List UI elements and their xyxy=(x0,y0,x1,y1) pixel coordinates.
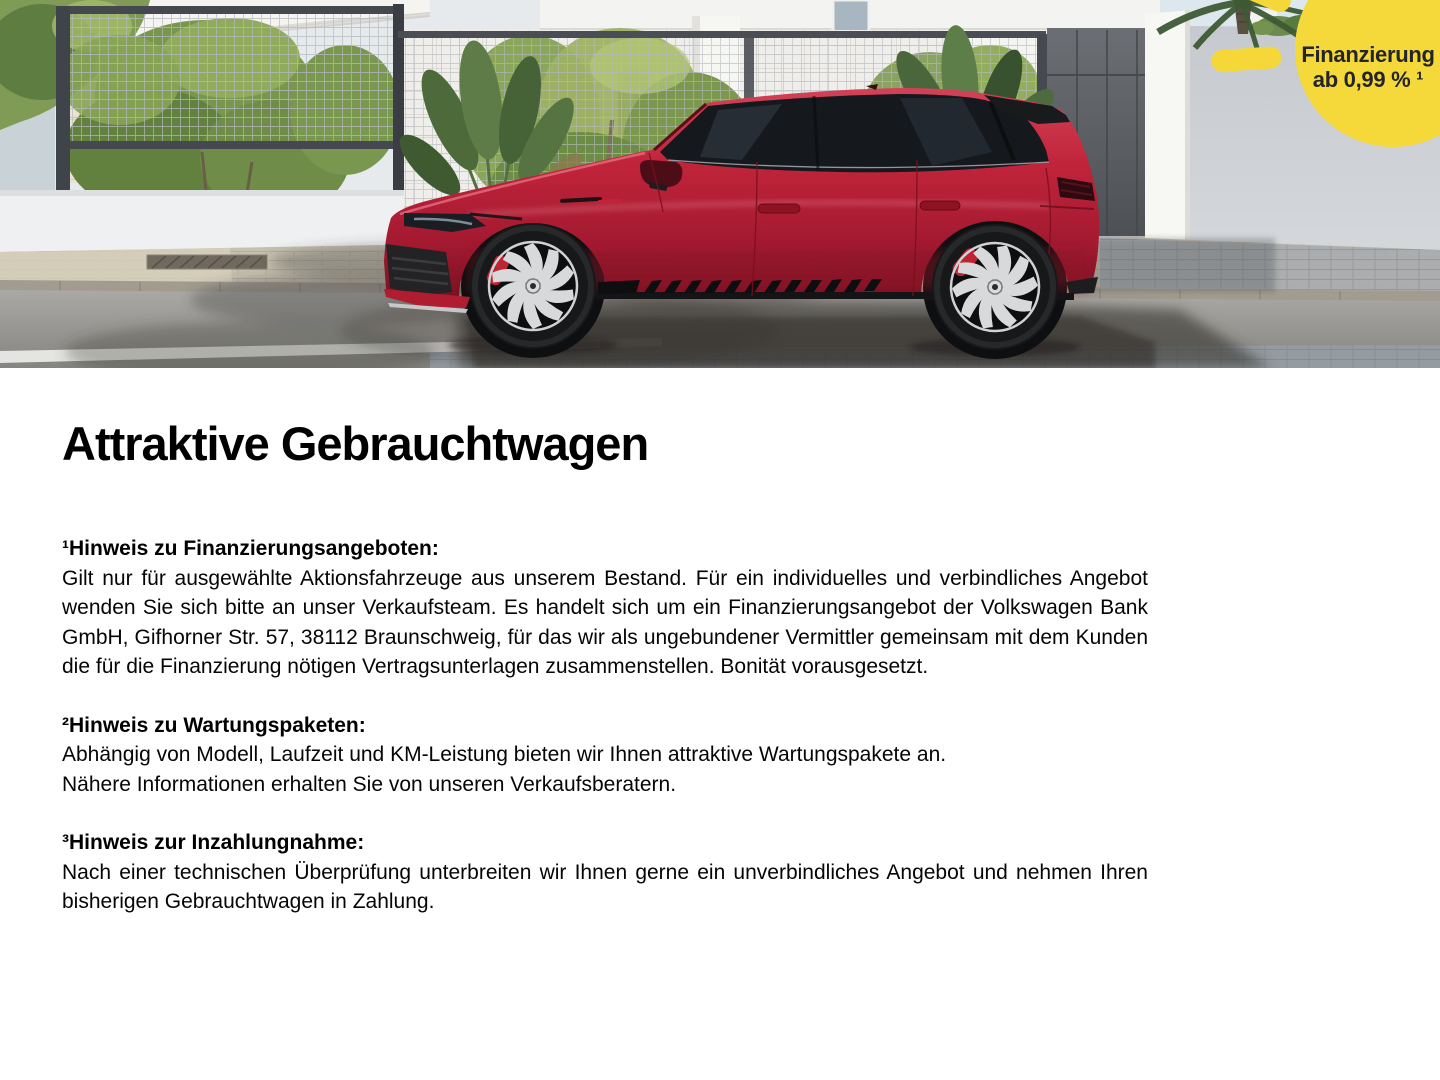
section-title: ³Hinweis zur Inzahlungnahme: xyxy=(62,831,365,854)
content-area xyxy=(0,418,1148,917)
sun-badge-line1: Finanzierung xyxy=(1301,42,1435,67)
sun-badge-line2: ab 0,99 % ¹ xyxy=(1312,67,1424,92)
section-body: Gilt nur für ausgewählte Aktionsfahrzeuge aus unserem Bestand. Für ein individuelles und verbindliches Angebot wenden Sie sich bitte an unser Verkaufsteam. Es handelt sich um ein Finanzierungsangebot der Volkswagen Bank GmbH, Gifhorner Str. 57, 38112 Braunschweig, für das wir als ungebundener Vermittler gemeinsam mit dem Kunden die für die Finanzierung nötigen Vertragsunterlagen zusammenstellen. Bonität vorausgesetzt. xyxy=(62,566,1148,678)
section-maintenance-note xyxy=(62,711,1148,800)
page-title: Attraktive Gebrauchtwagen xyxy=(62,417,649,470)
door-handle-front xyxy=(758,204,800,213)
section-line: Abhängig von Modell, Laufzeit und KM-Leistung bieten wir Ihnen attraktive Wartungspakete an. xyxy=(62,743,947,766)
hero-photo xyxy=(0,0,1440,368)
door-handle-rear xyxy=(920,201,960,210)
section-body xyxy=(62,740,1148,799)
front-wheel xyxy=(470,223,596,349)
garden-wall xyxy=(0,190,404,252)
section-line: Nähere Informationen erhalten Sie von unseren Verkaufsberatern. xyxy=(62,772,677,796)
section-tradein-note xyxy=(62,828,1148,917)
section-title: ¹Hinweis zu Finanzierungsangeboten: xyxy=(62,537,439,560)
sun-badge xyxy=(1296,42,1440,92)
white-pillar xyxy=(1145,10,1190,243)
street-scene-illustration xyxy=(0,0,1440,368)
section-financing-note xyxy=(62,534,1148,682)
section-body: Nach einer technischen Überprüfung unterbreiten wir Ihnen gerne ein unverbindliches Angebot und nehmen Ihren bisherigen Gebrauchtwagen in Zahlung. xyxy=(62,860,1148,913)
section-title: ²Hinweis zu Wartungspaketen: xyxy=(62,713,366,737)
